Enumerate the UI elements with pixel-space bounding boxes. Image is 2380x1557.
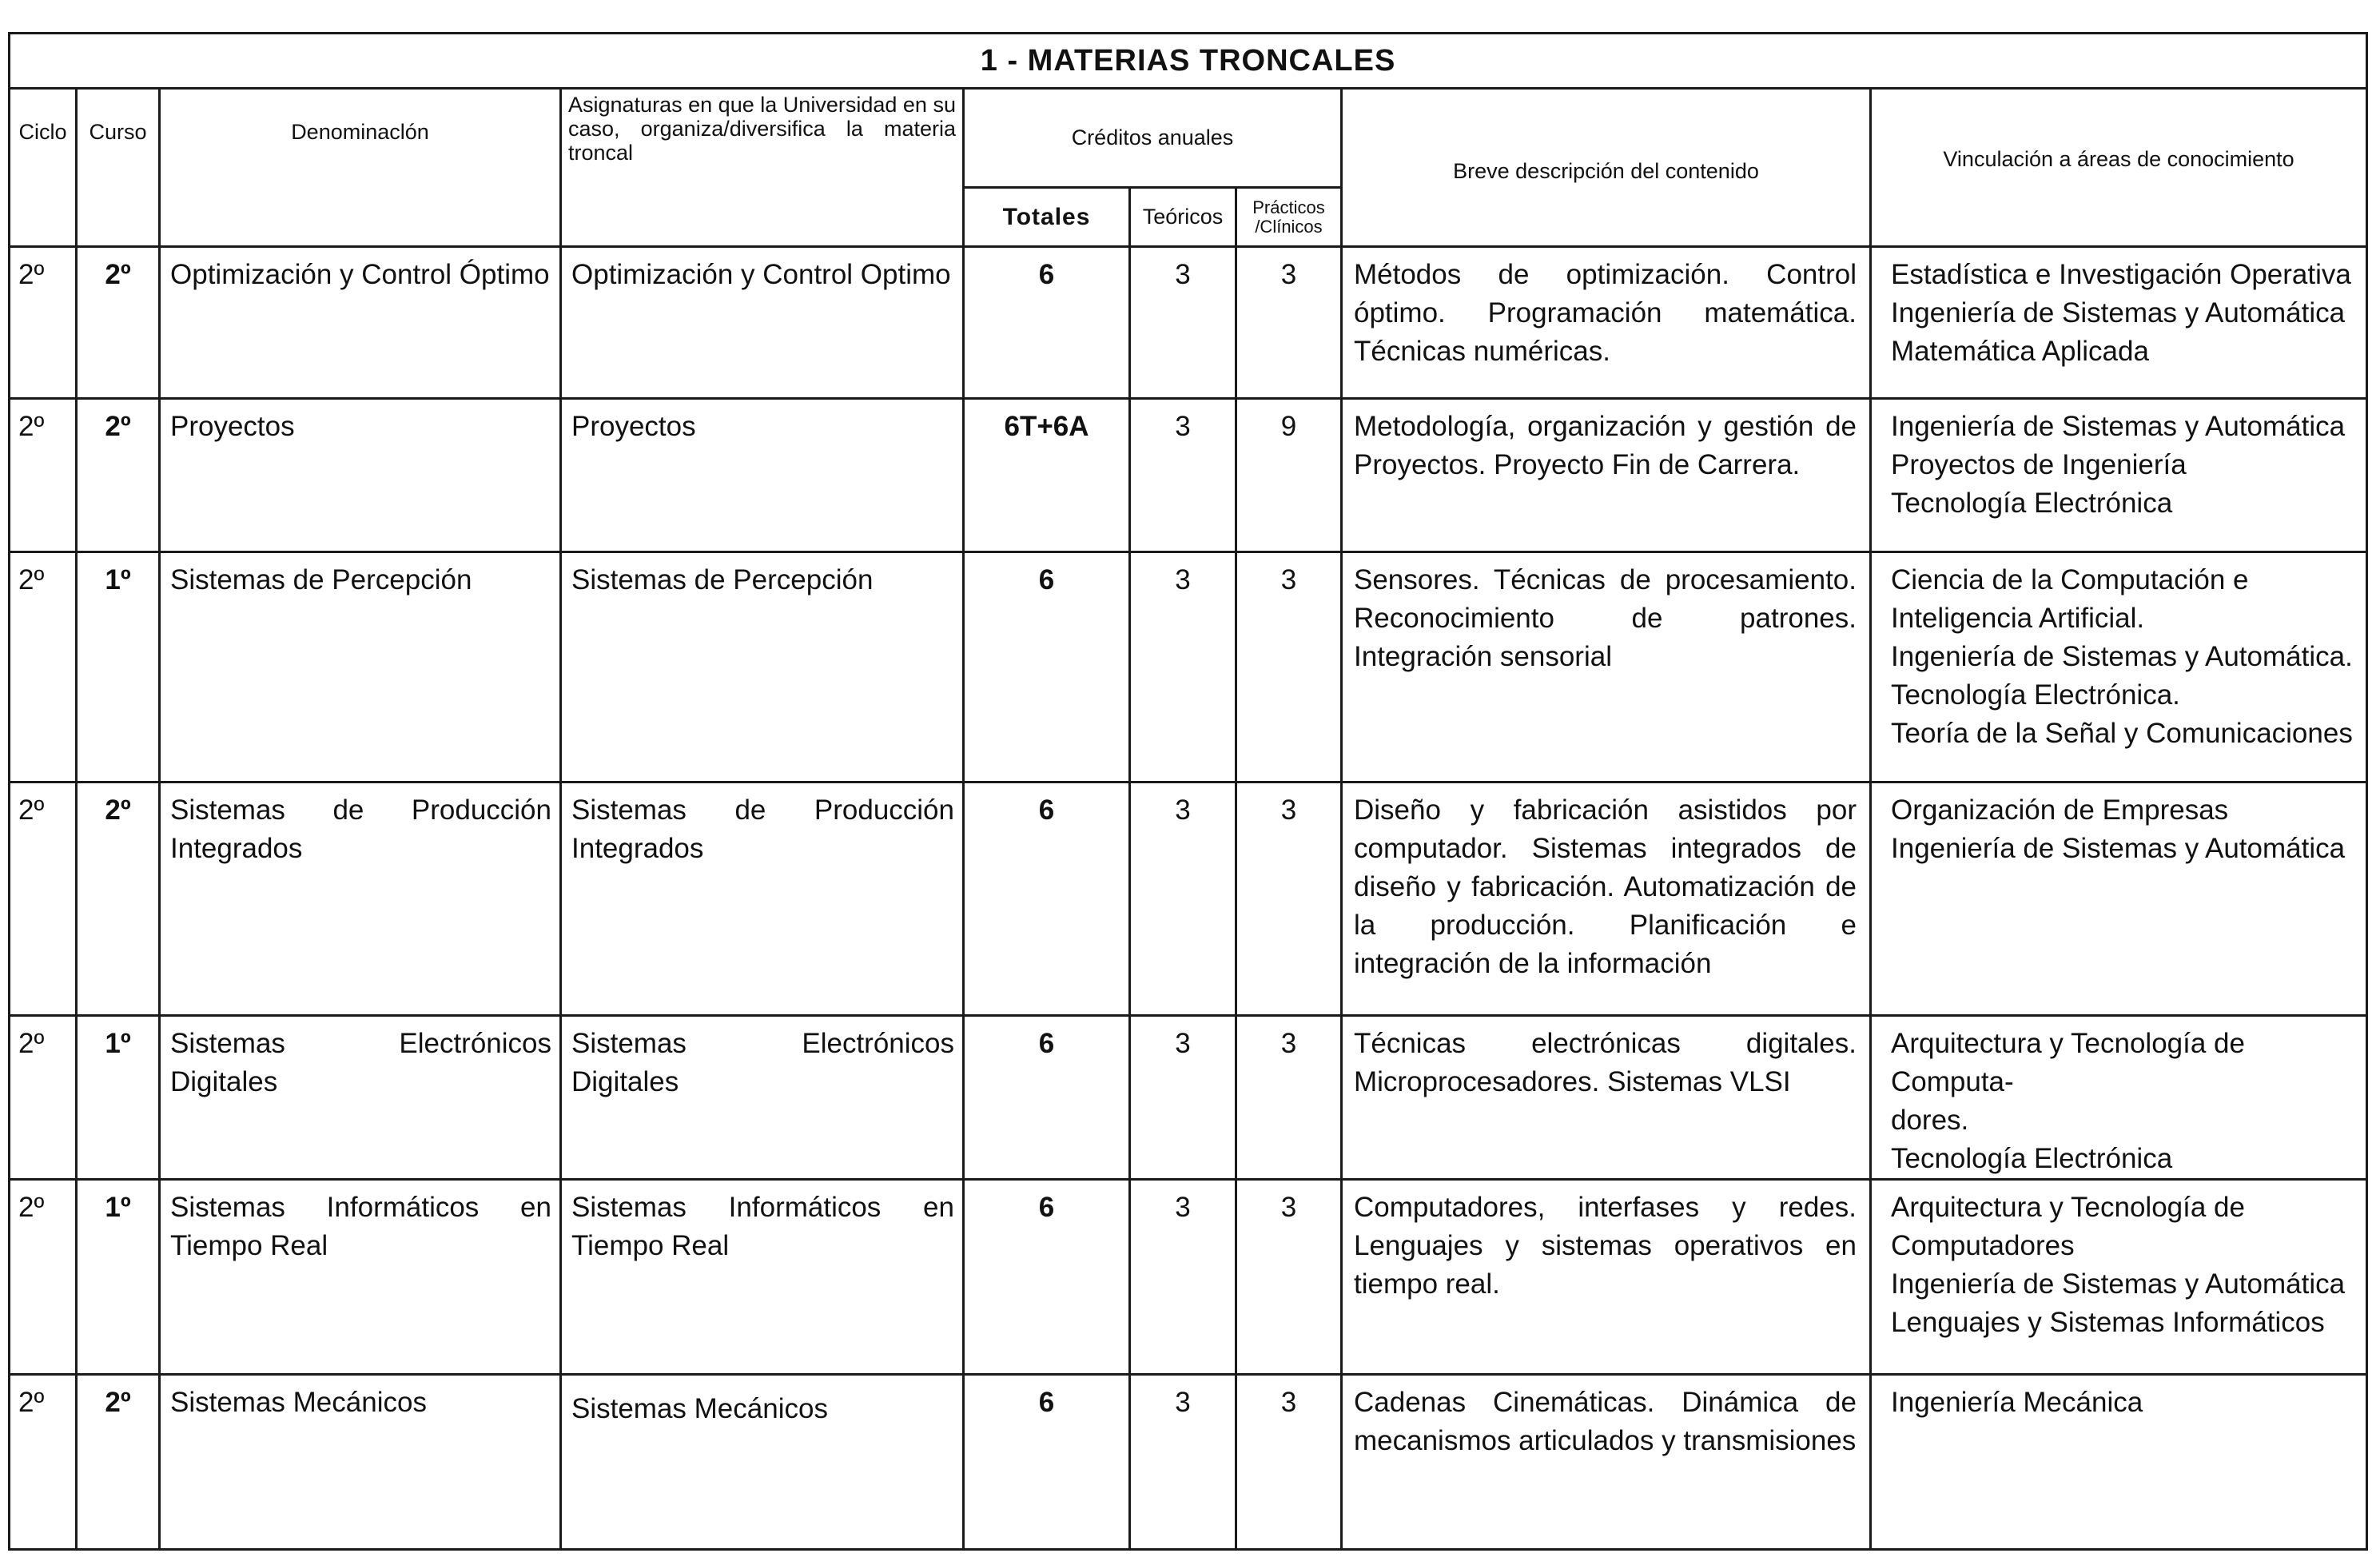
cell-practicos: 9	[1236, 399, 1342, 552]
cell-curso: 2º	[77, 247, 160, 399]
cell-totales: 6T+6A	[964, 399, 1130, 552]
vinculacion-area: Ingeniería Mecánica	[1891, 1387, 2143, 1418]
table-row	[10, 1016, 2367, 1180]
vinculacion-area: Computadores	[1891, 1230, 2075, 1261]
cell-asignatura: Sistemas Mecánicos	[561, 1375, 964, 1550]
cell-curso: 2º	[77, 1375, 160, 1550]
cell-denominacion: Sistemas de Producción Integrados	[160, 782, 561, 1016]
cell-ciclo: 2º	[10, 399, 77, 552]
cell-teoricos: 3	[1130, 1016, 1236, 1180]
cell-curso: 1º	[77, 1180, 160, 1375]
cell-practicos: 3	[1236, 1180, 1342, 1375]
table-title: 1 - MATERIAS TRONCALES	[10, 34, 2367, 89]
table-row	[10, 399, 2367, 552]
header-curso: Curso	[77, 89, 160, 247]
cell-descripcion: Cadenas Cinemáticas. Dinámica de mecanismos articulados y transmisiones	[1342, 1375, 1871, 1550]
header-totales: Totales	[964, 188, 1130, 247]
cell-denominacion: Sistemas Informáticos en Tiempo Real	[160, 1180, 561, 1375]
cell-ciclo: 2º	[10, 1180, 77, 1375]
cell-descripcion: Métodos de optimización. Control óptimo. Programación matemática. Técnicas numéricas.	[1342, 247, 1871, 399]
vinculacion-area: Tecnología Electrónica	[1891, 1143, 2173, 1174]
cell-totales: 6	[964, 1016, 1130, 1180]
materias-troncales-table	[8, 32, 2368, 1551]
cell-ciclo: 2º	[10, 782, 77, 1016]
header-ciclo: Ciclo	[10, 89, 77, 247]
vinculacion-area: Ingeniería de Sistemas y Automática.	[1891, 641, 2353, 672]
table-row	[10, 782, 2367, 1016]
cell-vinculacion	[1871, 399, 2367, 552]
cell-curso: 2º	[77, 782, 160, 1016]
vinculacion-area: Organización de Empresas	[1891, 794, 2229, 826]
table-row	[10, 247, 2367, 399]
header-teoricos: Teóricos	[1130, 188, 1236, 247]
cell-denominacion: Optimización y Control Óptimo	[160, 247, 561, 399]
cell-descripcion: Computadores, interfases y redes. Lenguajes y sistemas operativos en tiempo real.	[1342, 1180, 1871, 1375]
vinculacion-area: Tecnología Electrónica	[1891, 488, 2173, 519]
cell-vinculacion	[1871, 552, 2367, 782]
vinculacion-area: Proyectos de Ingeniería	[1891, 449, 2187, 480]
cell-teoricos: 3	[1130, 399, 1236, 552]
cell-asignatura: Sistemas de Percepción	[561, 552, 964, 782]
cell-descripcion: Diseño y fabricación asistidos por computador. Sistemas integrados de diseño y fabricación. Automatización de la producción. Planificación e integración de la información	[1342, 782, 1871, 1016]
cell-totales: 6	[964, 247, 1130, 399]
vinculacion-area: Inteligencia Artificial.	[1891, 603, 2145, 634]
cell-teoricos: 3	[1130, 552, 1236, 782]
header-descripcion: Breve descripción del contenido	[1342, 89, 1871, 247]
vinculacion-area: Lenguajes y Sistemas Informáticos	[1891, 1307, 2325, 1338]
table-row	[10, 1180, 2367, 1375]
cell-teoricos: 3	[1130, 1375, 1236, 1550]
cell-teoricos: 3	[1130, 782, 1236, 1016]
table-row	[10, 552, 2367, 782]
vinculacion-area: Estadística e Investigación Operativa	[1891, 259, 2351, 290]
cell-curso: 1º	[77, 1016, 160, 1180]
cell-totales: 6	[964, 782, 1130, 1016]
cell-vinculacion	[1871, 1016, 2367, 1180]
cell-asignatura: Sistemas de Producción Integrados	[561, 782, 964, 1016]
cell-descripcion: Metodología, organización y gestión de Proyectos. Proyecto Fin de Carrera.	[1342, 399, 1871, 552]
vinculacion-area: Tecnología Electrónica.	[1891, 679, 2180, 711]
cell-ciclo: 2º	[10, 1375, 77, 1550]
cell-totales: 6	[964, 552, 1130, 782]
cell-practicos: 3	[1236, 552, 1342, 782]
vinculacion-area: Ingeniería de Sistemas y Automática	[1891, 833, 2346, 864]
cell-denominacion: Sistemas Mecánicos	[160, 1375, 561, 1550]
cell-practicos: 3	[1236, 782, 1342, 1016]
header-asignaturas: Asignaturas en que la Universidad en su caso, organiza/diversifica la materia troncal	[561, 89, 964, 247]
vinculacion-area: dores.	[1891, 1105, 1969, 1136]
cell-practicos: 3	[1236, 247, 1342, 399]
cell-vinculacion	[1871, 782, 2367, 1016]
vinculacion-area: Arquitectura y Tecnología de	[1891, 1192, 2245, 1223]
cell-descripcion: Sensores. Técnicas de procesamiento. Reconocimiento de patrones. Integración sensorial	[1342, 552, 1871, 782]
cell-vinculacion	[1871, 247, 2367, 399]
cell-teoricos: 3	[1130, 1180, 1236, 1375]
cell-asignatura: Sistemas Informáticos en Tiempo Real	[561, 1180, 964, 1375]
cell-totales: 6	[964, 1375, 1130, 1550]
vinculacion-area: Ciencia de la Computación e	[1891, 564, 2249, 595]
cell-teoricos: 3	[1130, 247, 1236, 399]
cell-ciclo: 2º	[10, 552, 77, 782]
vinculacion-area: Teoría de la Señal y Comunicaciones	[1891, 718, 2353, 749]
cell-ciclo: 2º	[10, 1016, 77, 1180]
cell-curso: 2º	[77, 399, 160, 552]
vinculacion-area: Ingeniería de Sistemas y Automática	[1891, 297, 2346, 329]
cell-asignatura: Sistemas Electrónicos Digitales	[561, 1016, 964, 1180]
cell-denominacion: Sistemas de Percepción	[160, 552, 561, 782]
cell-asignatura: Optimización y Control Optimo	[561, 247, 964, 399]
vinculacion-area: Ingeniería de Sistemas y Automática	[1891, 1268, 2346, 1300]
cell-descripcion: Técnicas electrónicas digitales. Microprocesadores. Sistemas VLSI	[1342, 1016, 1871, 1180]
cell-ciclo: 2º	[10, 247, 77, 399]
vinculacion-area: Matemática Aplicada	[1891, 336, 2149, 367]
vinculacion-area: Ingeniería de Sistemas y Automática	[1891, 411, 2346, 442]
header-creditos-anuales: Créditos anuales	[964, 89, 1342, 188]
table-row	[10, 1375, 2367, 1550]
cell-vinculacion	[1871, 1180, 2367, 1375]
vinculacion-area: Arquitectura y Tecnología de Computa-	[1891, 1028, 2245, 1097]
cell-denominacion: Sistemas Electrónicos Digitales	[160, 1016, 561, 1180]
cell-asignatura: Proyectos	[561, 399, 964, 552]
header-practicos: Prácticos /Clínicos	[1236, 188, 1342, 247]
cell-curso: 1º	[77, 552, 160, 782]
cell-vinculacion	[1871, 1375, 2367, 1550]
cell-practicos: 3	[1236, 1375, 1342, 1550]
header-vinculacion: Vinculación a áreas de conocimiento	[1871, 89, 2367, 247]
cell-practicos: 3	[1236, 1016, 1342, 1180]
cell-totales: 6	[964, 1180, 1130, 1375]
cell-denominacion: Proyectos	[160, 399, 561, 552]
header-denominacion: Denominaclón	[160, 89, 561, 247]
